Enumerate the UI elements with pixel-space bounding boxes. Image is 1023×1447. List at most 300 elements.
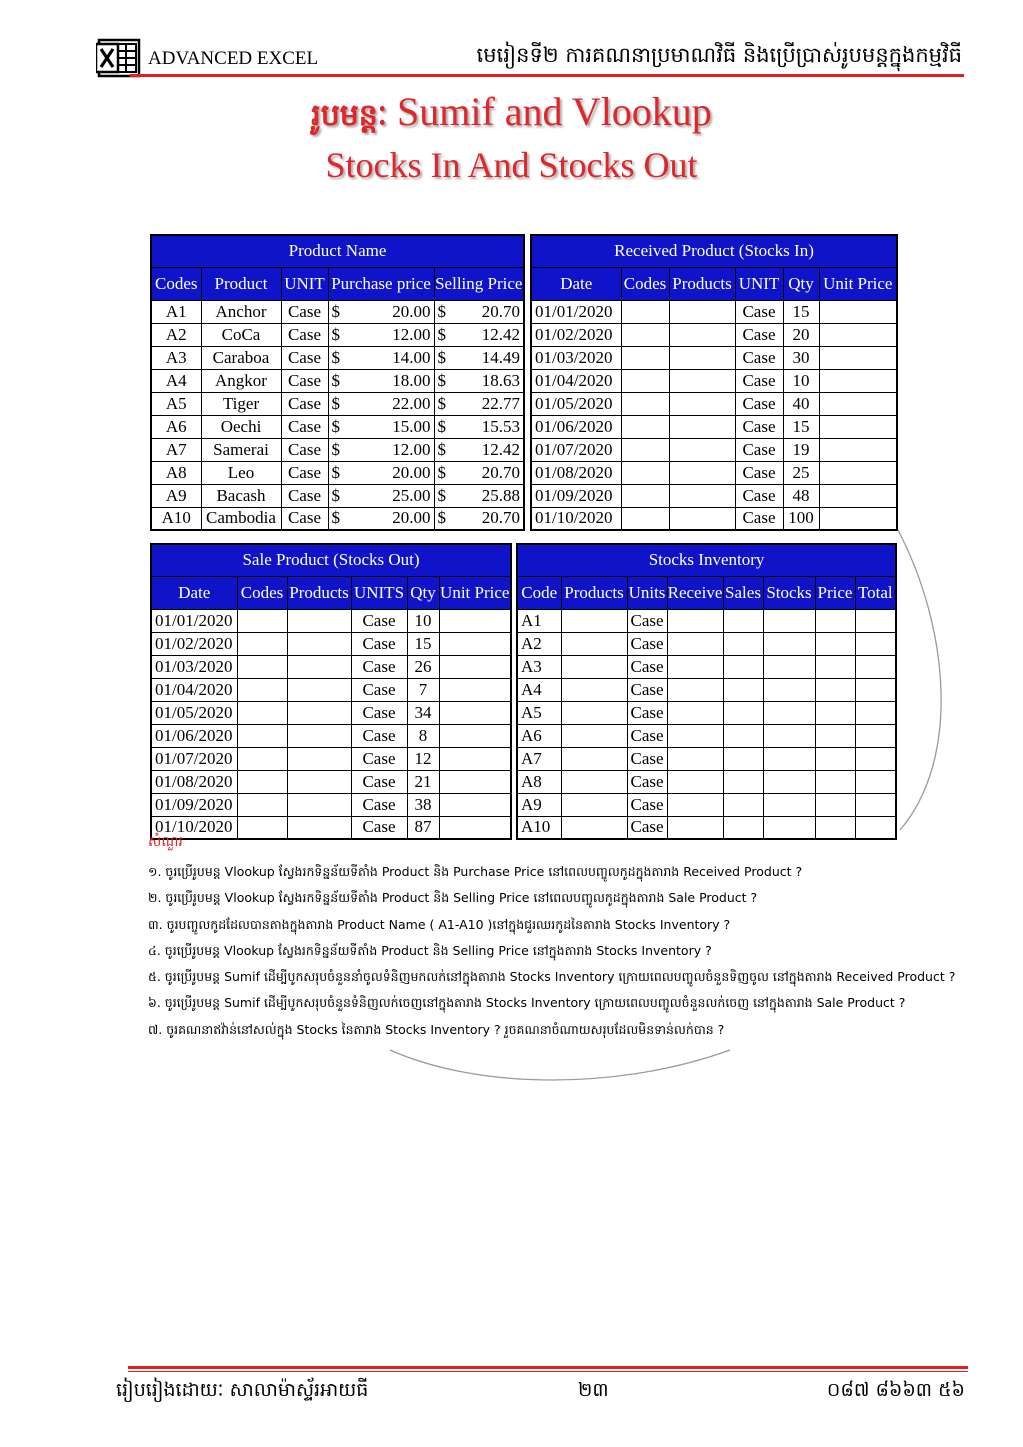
code-cell: A6	[151, 415, 201, 438]
unit-price-cell	[439, 632, 511, 655]
stocks-cell	[763, 678, 815, 701]
codes-cell	[621, 369, 669, 392]
unit-price-cell	[819, 346, 897, 369]
amount-value: 12.00	[392, 324, 431, 344]
amount-value: 22.77	[481, 393, 521, 413]
unit-cell: Case	[351, 632, 407, 655]
unit-price-cell	[819, 300, 897, 323]
column-header: Qty	[407, 576, 439, 609]
date-cell: 01/09/2020	[531, 484, 621, 507]
date-cell: 01/10/2020	[531, 507, 621, 530]
unit-cell: Case	[735, 438, 783, 461]
sales-cell	[723, 793, 763, 816]
total-cell	[855, 747, 896, 770]
code-cell: A7	[151, 438, 201, 461]
code-cell: A2	[517, 632, 561, 655]
code-cell: A3	[151, 346, 201, 369]
qty-cell: 15	[783, 415, 819, 438]
column-header: UNITS	[351, 576, 407, 609]
column-header: Purchase price	[328, 267, 434, 300]
unit-cell: Case	[351, 609, 407, 632]
total-cell	[855, 793, 896, 816]
products-cell	[669, 438, 735, 461]
unit-cell: Case	[735, 507, 783, 530]
excel-logo-icon	[96, 38, 142, 78]
date-cell: 01/10/2020	[151, 816, 237, 839]
currency-symbol: $	[437, 393, 446, 413]
column-header: Codes	[621, 267, 669, 300]
products-cell	[669, 300, 735, 323]
question-item: ៦. ចូរប្រើរូបមន្ត Sumif ដើម្បីបូកសរុបចំនួនទំនិញលក់ចេញនៅក្នុងតារាង Stocks Inventory ក្រោយពេលបញ្ចូលចំនួនលក់ចេញ នៅក្នុងតារាង Sale Product ?	[148, 995, 906, 1011]
qty-cell: 15	[407, 632, 439, 655]
qty-cell: 10	[407, 609, 439, 632]
products-cell	[561, 770, 627, 793]
question-item: ៣. ចូរបញ្ចូលកូដដែលបានតាងក្នុងតារាង Product Name ( A1-A10 )នៅក្នុងជួរឈរកូដនៃតារាង Stocks Inventory ?	[148, 916, 731, 932]
column-header: Price	[815, 576, 855, 609]
formula-label: រូបមន្តៈ	[311, 98, 387, 133]
questions-section	[148, 832, 1018, 1043]
unit-price-cell	[819, 415, 897, 438]
codes-cell	[237, 793, 287, 816]
unit-cell: Case	[351, 793, 407, 816]
unit-cell: Case	[351, 655, 407, 678]
qty-cell: 40	[783, 392, 819, 415]
money-cell	[434, 484, 524, 507]
codes-cell	[237, 678, 287, 701]
sale-table-caption: Sale Product (Stocks Out)	[151, 544, 511, 576]
products-cell	[669, 323, 735, 346]
money-cell	[328, 438, 434, 461]
receive-cell	[667, 632, 723, 655]
column-header: Unit Price	[819, 267, 897, 300]
qty-cell: 19	[783, 438, 819, 461]
table-row	[517, 701, 896, 724]
column-header: Receive	[667, 576, 723, 609]
products-cell	[669, 392, 735, 415]
date-cell: 01/01/2020	[531, 300, 621, 323]
table-row	[151, 323, 524, 346]
money-cell	[434, 323, 524, 346]
unit-price-cell	[819, 392, 897, 415]
receive-cell	[667, 678, 723, 701]
question-item: ២. ចូរប្រើរូបមន្ត Vlookup ស្វែងរកទិន្នន័យទីតាំង Product និង Selling Price នៅពេលបញ្ចូលកូដក្នុងតារាង Sale Product ?	[148, 890, 758, 906]
question-item: ១. ចូរប្រើរូបមន្ត Vlookup ស្វែងរកទិន្នន័យទីតាំង Product និង Purchase Price នៅពេលបញ្ចូលកូដក្នុងតារាង Received Product ?	[148, 864, 803, 879]
products-cell	[561, 632, 627, 655]
product-cell: Leo	[201, 461, 281, 484]
currency-symbol: $	[437, 370, 446, 390]
lesson-title: មេរៀនទី២ ការគណនាប្រមាណវិធី និងប្រើប្រាស់រូបមន្តក្នុងកម្មវិធី	[476, 43, 962, 67]
title-main: Sumif and Vlookup	[396, 89, 712, 134]
codes-cell	[621, 415, 669, 438]
stocks-cell	[763, 747, 815, 770]
products-cell	[287, 793, 351, 816]
header-divider	[130, 74, 964, 77]
receive-cell	[667, 770, 723, 793]
unit-price-cell	[439, 724, 511, 747]
date-cell: 01/04/2020	[531, 369, 621, 392]
table-row	[531, 300, 897, 323]
unit-price-cell	[819, 323, 897, 346]
date-cell: 01/08/2020	[151, 770, 237, 793]
code-cell: A5	[151, 392, 201, 415]
total-cell	[855, 701, 896, 724]
price-cell	[815, 793, 855, 816]
money-cell	[328, 323, 434, 346]
unit-cell: Case	[735, 323, 783, 346]
table-row	[151, 770, 511, 793]
column-header: Total	[855, 576, 896, 609]
unit-cell: Case	[281, 300, 328, 323]
money-cell	[328, 484, 434, 507]
amount-value: 15.00	[392, 416, 431, 436]
sales-cell	[723, 609, 763, 632]
unit-cell: Case	[281, 323, 328, 346]
footer-divider	[128, 1366, 968, 1369]
table-row	[531, 507, 897, 530]
table-row	[151, 655, 511, 678]
codes-cell	[237, 609, 287, 632]
stocks-cell	[763, 609, 815, 632]
table-row	[517, 609, 896, 632]
stocks-cell	[763, 701, 815, 724]
product-name-table	[150, 234, 525, 531]
date-cell: 01/04/2020	[151, 678, 237, 701]
inventory-table-caption: Stocks Inventory	[517, 544, 896, 576]
money-cell	[434, 507, 524, 530]
table-row	[151, 438, 524, 461]
unit-price-cell	[439, 678, 511, 701]
product-table-caption: Product Name	[151, 235, 524, 267]
stocks-cell	[763, 793, 815, 816]
unit-cell: Case	[735, 369, 783, 392]
currency-symbol: $	[331, 485, 340, 505]
amount-value: 25.00	[392, 485, 431, 505]
codes-cell	[621, 461, 669, 484]
received-table-caption: Received Product (Stocks In)	[531, 235, 897, 267]
column-header: Products	[287, 576, 351, 609]
table-row	[517, 770, 896, 793]
code-cell: A3	[517, 655, 561, 678]
table-row	[531, 461, 897, 484]
table-row	[531, 346, 897, 369]
money-cell	[434, 438, 524, 461]
table-row	[151, 300, 524, 323]
product-cell: CoCa	[201, 323, 281, 346]
table-row	[151, 461, 524, 484]
code-cell: A4	[517, 678, 561, 701]
date-cell: 01/06/2020	[531, 415, 621, 438]
sales-cell	[723, 747, 763, 770]
currency-symbol: $	[437, 416, 446, 436]
unit-cell: Case	[281, 392, 328, 415]
table-row	[517, 793, 896, 816]
products-cell	[287, 632, 351, 655]
code-cell: A10	[517, 816, 561, 839]
product-cell: Oechi	[201, 415, 281, 438]
column-header: UNIT	[735, 267, 783, 300]
codes-cell	[621, 392, 669, 415]
products-cell	[561, 701, 627, 724]
table-row	[151, 507, 524, 530]
qty-cell: 15	[783, 300, 819, 323]
money-cell	[434, 461, 524, 484]
unit-cell: Case	[281, 461, 328, 484]
sales-cell	[723, 632, 763, 655]
date-cell: 01/05/2020	[151, 701, 237, 724]
unit-cell: Case	[281, 346, 328, 369]
stocks-cell	[763, 632, 815, 655]
money-cell	[434, 415, 524, 438]
amount-value: 12.42	[481, 439, 521, 459]
sale-product-table	[150, 543, 512, 840]
currency-symbol: $	[437, 439, 446, 459]
codes-cell	[621, 438, 669, 461]
unit-cell: Case	[735, 392, 783, 415]
date-cell: 01/03/2020	[531, 346, 621, 369]
table-row	[151, 609, 511, 632]
table-row	[151, 678, 511, 701]
currency-symbol: $	[437, 462, 446, 482]
code-cell: A2	[151, 323, 201, 346]
total-cell	[855, 655, 896, 678]
currency-symbol: $	[331, 301, 340, 321]
code-cell: A9	[151, 484, 201, 507]
currency-symbol: $	[437, 324, 446, 344]
table-row	[531, 369, 897, 392]
unit-price-cell	[439, 793, 511, 816]
qty-cell: 48	[783, 484, 819, 507]
codes-cell	[237, 770, 287, 793]
unit-cell: Case	[735, 415, 783, 438]
products-cell	[287, 701, 351, 724]
column-header: Products	[669, 267, 735, 300]
unit-cell: Case	[627, 816, 667, 839]
footer-page-number: ២៣	[578, 1379, 609, 1401]
footer-divider-thin	[128, 1371, 968, 1372]
product-cell: Tiger	[201, 392, 281, 415]
questions-heading: សំណួរ	[148, 834, 183, 850]
code-cell: A8	[151, 461, 201, 484]
code-cell: A7	[517, 747, 561, 770]
table-row	[517, 678, 896, 701]
products-cell	[669, 507, 735, 530]
products-cell	[287, 609, 351, 632]
products-cell	[669, 484, 735, 507]
qty-cell: 25	[783, 461, 819, 484]
sales-cell	[723, 655, 763, 678]
code-cell: A1	[151, 300, 201, 323]
question-item: ៤. ចូរប្រើរូបមន្ត Vlookup ស្វែងរកទិន្នន័យទីតាំង Product និង Selling Price នៅក្នុងតារាង Stocks Inventory ?	[148, 942, 712, 958]
products-cell	[561, 793, 627, 816]
products-cell	[561, 678, 627, 701]
table-row	[151, 632, 511, 655]
codes-cell	[621, 300, 669, 323]
unit-cell: Case	[351, 747, 407, 770]
products-cell	[287, 655, 351, 678]
products-cell	[287, 747, 351, 770]
table-row	[517, 632, 896, 655]
table-row	[151, 793, 511, 816]
price-cell	[815, 724, 855, 747]
currency-symbol: $	[331, 393, 340, 413]
products-cell	[561, 747, 627, 770]
codes-cell	[237, 701, 287, 724]
product-cell: Cambodia	[201, 507, 281, 530]
currency-symbol: $	[331, 416, 340, 436]
unit-price-cell	[819, 438, 897, 461]
money-cell	[328, 369, 434, 392]
total-cell	[855, 678, 896, 701]
app-label: ADVANCED EXCEL	[148, 48, 319, 69]
amount-value: 20.70	[481, 462, 521, 482]
unit-cell: Case	[281, 507, 328, 530]
unit-price-cell	[439, 770, 511, 793]
question-item: ៥. ចូរប្រើរូបមន្ត Sumif ដើម្បីបូកសរុបចំនួននាំចូលទំនិញមកលក់នៅក្នុងតារាង Stocks Inventory ក្រោយពេលបញ្ចូលចំនួនទិញចូល នៅក្នុងតារាង Received Product ?	[148, 969, 956, 985]
receive-cell	[667, 701, 723, 724]
page-title	[0, 88, 1023, 140]
table-row	[151, 346, 524, 369]
unit-cell: Case	[627, 724, 667, 747]
products-cell	[287, 678, 351, 701]
receive-cell	[667, 655, 723, 678]
table-row	[151, 747, 511, 770]
date-cell: 01/07/2020	[531, 438, 621, 461]
currency-symbol: $	[331, 370, 340, 390]
amount-value: 20.70	[481, 301, 521, 321]
qty-cell: 20	[783, 323, 819, 346]
products-cell	[287, 770, 351, 793]
qty-cell: 38	[407, 793, 439, 816]
products-cell	[669, 369, 735, 392]
column-header: UNIT	[281, 267, 328, 300]
money-cell	[434, 346, 524, 369]
column-header: Sales	[723, 576, 763, 609]
amount-value: 20.00	[392, 301, 431, 321]
codes-cell	[237, 747, 287, 770]
amount-value: 25.88	[481, 485, 521, 505]
unit-cell: Case	[627, 609, 667, 632]
receive-cell	[667, 747, 723, 770]
price-cell	[815, 770, 855, 793]
codes-cell	[237, 632, 287, 655]
qty-cell: 34	[407, 701, 439, 724]
codes-cell	[621, 484, 669, 507]
amount-value: 20.70	[481, 508, 521, 528]
column-header: Codes	[151, 267, 201, 300]
unit-cell: Case	[627, 678, 667, 701]
amount-value: 18.00	[392, 370, 431, 390]
unit-cell: Case	[627, 770, 667, 793]
money-cell	[328, 300, 434, 323]
product-cell: Caraboa	[201, 346, 281, 369]
code-cell: A9	[517, 793, 561, 816]
stocks-cell	[763, 724, 815, 747]
column-header: Product	[201, 267, 281, 300]
unit-cell: Case	[351, 816, 407, 839]
amount-value: 18.63	[481, 370, 521, 390]
received-product-table	[530, 234, 898, 531]
products-cell	[287, 724, 351, 747]
code-cell: A4	[151, 369, 201, 392]
unit-price-cell	[819, 484, 897, 507]
code-cell: A6	[517, 724, 561, 747]
product-cell: Samerai	[201, 438, 281, 461]
qty-cell: 7	[407, 678, 439, 701]
table-row	[151, 701, 511, 724]
column-header: Date	[531, 267, 621, 300]
qty-cell: 26	[407, 655, 439, 678]
money-cell	[328, 346, 434, 369]
unit-cell: Case	[281, 415, 328, 438]
table-row	[517, 747, 896, 770]
code-cell: A5	[517, 701, 561, 724]
date-cell: 01/09/2020	[151, 793, 237, 816]
products-cell	[669, 461, 735, 484]
table-row	[531, 438, 897, 461]
date-cell: 01/03/2020	[151, 655, 237, 678]
qty-cell: 30	[783, 346, 819, 369]
column-header: Code	[517, 576, 561, 609]
price-cell	[815, 678, 855, 701]
table-row	[151, 369, 524, 392]
sales-cell	[723, 678, 763, 701]
code-cell: A1	[517, 609, 561, 632]
column-header: Stocks	[763, 576, 815, 609]
currency-symbol: $	[437, 301, 446, 321]
total-cell	[855, 609, 896, 632]
currency-symbol: $	[331, 508, 340, 528]
unit-price-cell	[819, 461, 897, 484]
table-row	[151, 415, 524, 438]
money-cell	[328, 461, 434, 484]
amount-value: 20.00	[392, 508, 431, 528]
column-header: Unit Price	[439, 576, 511, 609]
column-header: Selling Price	[434, 267, 524, 300]
codes-cell	[237, 724, 287, 747]
footer-author: រៀបរៀងដោយៈ សាលាម៉ាស្ទ័រអាយធី	[116, 1379, 369, 1401]
currency-symbol: $	[437, 508, 446, 528]
amount-value: 14.00	[392, 347, 431, 367]
question-item: ៧. ចូរគណនាឥវ៉ាន់នៅសល់ក្នុង Stocks នៃតារាង Stocks Inventory ? រួចគណនាចំណាយសរុបដែលមិនទាន់លក់បាន ?	[148, 1021, 725, 1037]
column-header: Codes	[237, 576, 287, 609]
qty-cell: 21	[407, 770, 439, 793]
stocks-cell	[763, 655, 815, 678]
unit-price-cell	[819, 369, 897, 392]
unit-cell: Case	[627, 701, 667, 724]
unit-cell: Case	[627, 793, 667, 816]
money-cell	[328, 392, 434, 415]
product-cell: Bacash	[201, 484, 281, 507]
price-cell	[815, 701, 855, 724]
amount-value: 20.00	[392, 462, 431, 482]
products-cell	[561, 609, 627, 632]
currency-symbol: $	[437, 485, 446, 505]
unit-price-cell	[819, 507, 897, 530]
column-header: Units	[627, 576, 667, 609]
products-cell	[561, 655, 627, 678]
date-cell: 01/06/2020	[151, 724, 237, 747]
unit-cell: Case	[735, 484, 783, 507]
qty-cell: 12	[407, 747, 439, 770]
price-cell	[815, 609, 855, 632]
qty-cell: 8	[407, 724, 439, 747]
sales-cell	[723, 770, 763, 793]
column-header: Qty	[783, 267, 819, 300]
codes-cell	[621, 323, 669, 346]
receive-cell	[667, 609, 723, 632]
column-header: Date	[151, 576, 237, 609]
unit-cell: Case	[351, 724, 407, 747]
